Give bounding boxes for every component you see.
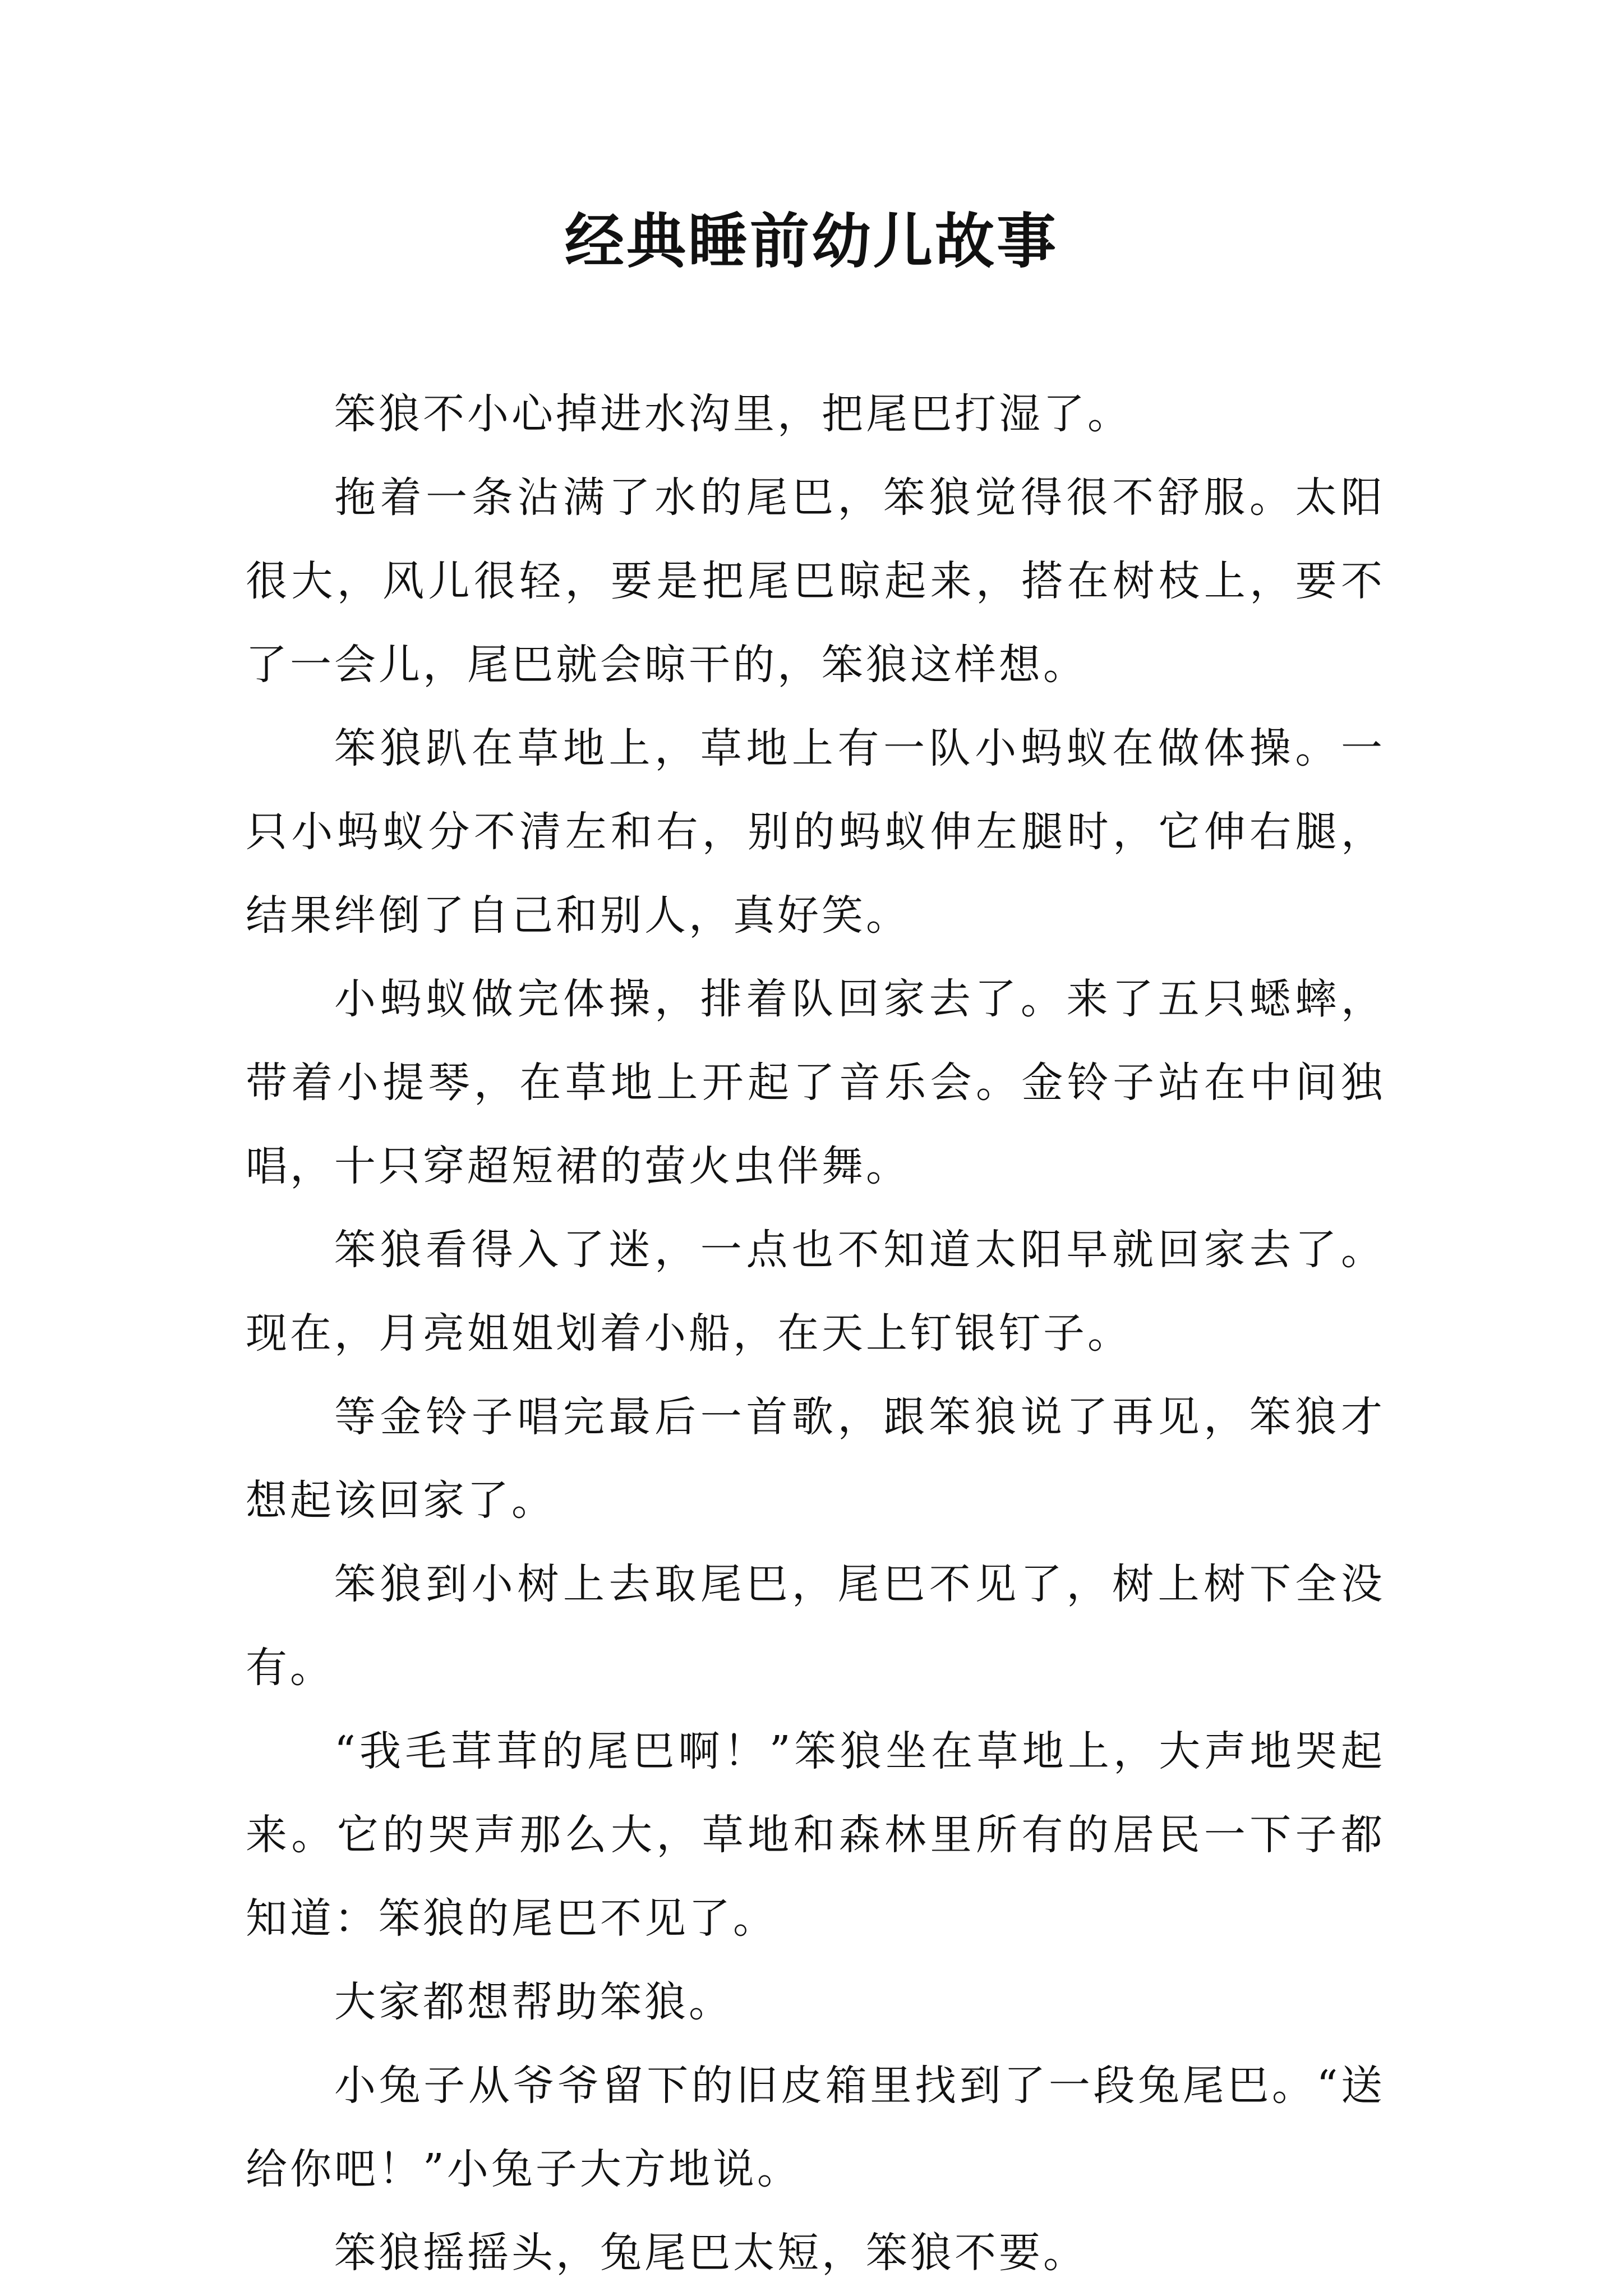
paragraph: 拖着一条沾满了水的尾巴，笨狼觉得很不舒服。太阳很大，风儿很轻，要是把尾巴晾起来，搭在树枝上，要不了一会儿，尾巴就会晾干的，笨狼这样想。 xyxy=(246,473,1385,689)
paragraph: 等金铃子唱完最后一首歌，跟笨狼说了再见，笨狼才想起该回家了。 xyxy=(246,1393,1385,1525)
paragraph: 笨狼趴在草地上，草地上有一队小蚂蚁在做体操。一只小蚂蚁分不清左和右，别的蚂蚁伸左腿时，它伸右腿，结果绊倒了自己和别人，真好笑。 xyxy=(246,724,1385,940)
paragraph: “我毛茸茸的尾巴啊！”笨狼坐在草地上，大声地哭起来。它的哭声那么大，草地和森林里所有的居民一下子都知道：笨狼的尾巴不见了。 xyxy=(246,1727,1385,1943)
paragraph: 笨狼不小心掉进水沟里，把尾巴打湿了。 xyxy=(334,390,1132,438)
paragraph: 笨狼摇摇头，兔尾巴太短，笨狼不要。 xyxy=(334,2229,1087,2277)
paragraph: 笨狼到小树上去取尾巴，尾巴不见了，树上树下全没有。 xyxy=(246,1560,1385,1692)
paragraph: 大家都想帮助笨狼。 xyxy=(334,1978,733,2026)
document-title: 经典睡前幼儿故事 xyxy=(565,206,1058,276)
paragraph: 笨狼看得入了迷，一点也不知道太阳早就回家去了。现在，月亮姐姐划着小船，在天上钉银钉子。 xyxy=(246,1226,1385,1358)
story-body xyxy=(246,372,1385,2295)
paragraph: 小兔子从爷爷留下的旧皮箱里找到了一段兔尾巴。“送给你吧！”小兔子大方地说。 xyxy=(246,2062,1385,2193)
paragraph: 小蚂蚁做完体操，排着队回家去了。来了五只蟋蟀，带着小提琴，在草地上开起了音乐会。金铃子站在中间独唱，十只穿超短裙的萤火虫伴舞。 xyxy=(246,975,1385,1190)
